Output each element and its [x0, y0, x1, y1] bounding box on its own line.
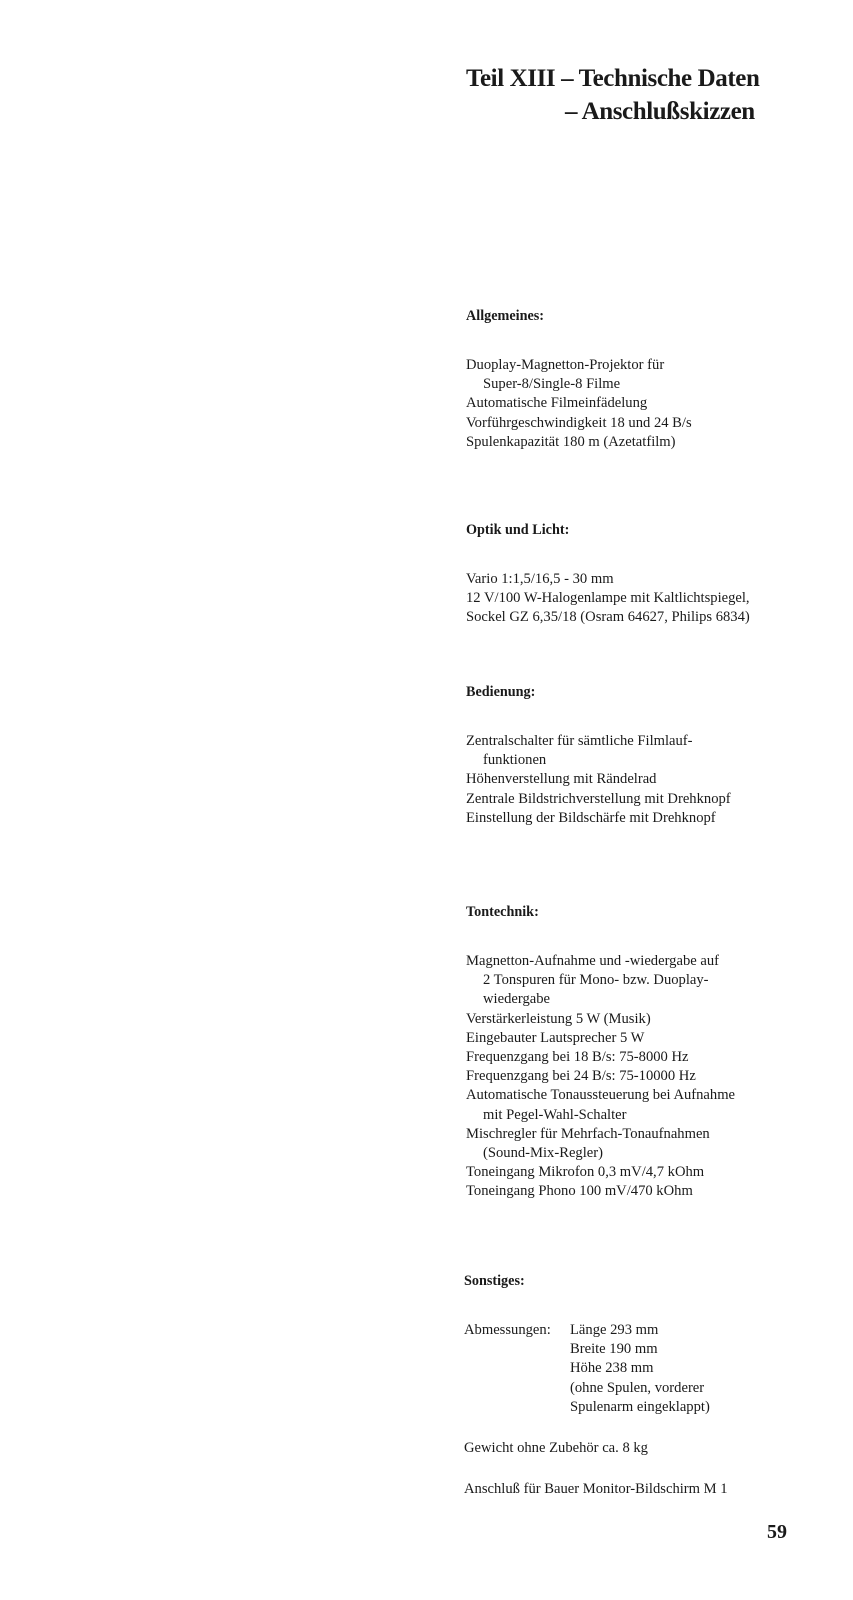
section-allgemeines	[466, 307, 836, 452]
spec-line: Vario 1:1,5/16,5 - 30 mm	[466, 571, 614, 587]
spec-line: mit Pegel-Wahl-Schalter	[483, 1106, 627, 1123]
section-sonstiges	[464, 1272, 834, 1499]
section-tontechnik	[466, 903, 836, 1202]
dimension-width: Breite 190 mm	[570, 1341, 658, 1358]
spec-line: Vorführgeschwindigkeit 18 und 24 B/s	[466, 414, 692, 431]
spec-line: Toneingang Mikrofon 0,3 mV/4,7 kOhm	[466, 1164, 705, 1181]
spec-line: Mischregler für Mehrfach-Tonaufnahmen	[466, 1125, 710, 1142]
weight-line: Gewicht ohne Zubehör ca. 8 kg	[464, 1440, 648, 1457]
spec-line: 2 Tonspuren für Mono- bzw. Duoplay-	[483, 972, 709, 989]
spec-line: Frequenzgang bei 18 B/s: 75-8000 Hz	[466, 1049, 689, 1066]
dimension-length: Länge 293 mm	[570, 1322, 659, 1338]
spec-line: Eingebauter Lautsprecher 5 W	[466, 1029, 645, 1046]
spec-line: Frequenzgang bei 24 B/s: 75-10000 Hz	[466, 1068, 696, 1085]
section-heading: Bedienung:	[466, 684, 536, 700]
section-heading: Optik und Licht:	[466, 522, 570, 538]
spec-line: Duoplay-Magnetton-Projektor für	[466, 357, 665, 373]
spec-line: Verstärkerleistung 5 W (Musik)	[466, 1010, 651, 1027]
section-bedienung	[466, 683, 836, 828]
section-optik	[466, 521, 836, 628]
spec-line: Sockel GZ 6,35/18 (Osram 64627, Philips 6834)	[466, 609, 750, 626]
dimensions-values	[570, 1321, 834, 1417]
connection-line: Anschluß für Bauer Monitor-Bildschirm M 1	[464, 1481, 728, 1498]
title-line-1: Teil XIII – Technische Daten	[466, 65, 760, 92]
section-heading: Allgemeines:	[466, 308, 545, 324]
spec-line: Zentrale Bildstrichverstellung mit Drehknopf	[466, 790, 731, 807]
dimensions-table	[464, 1321, 834, 1417]
section-heading: Tontechnik:	[466, 904, 539, 920]
dimension-note: Spulenarm eingeklappt)	[570, 1398, 710, 1415]
spec-line: Toneingang Phono 100 mV/470 kOhm	[466, 1183, 693, 1200]
spec-line: Automatische Tonaussteuerung bei Aufnahme	[466, 1087, 736, 1104]
spec-line: Höhenverstellung mit Rändelrad	[466, 771, 657, 788]
title-line-2: – Anschlußskizzen	[565, 98, 755, 125]
spec-line: Spulenkapazität 180 m (Azetatfilm)	[466, 433, 676, 450]
spec-line: Zentralschalter für sämtliche Filmlauf-	[466, 733, 693, 749]
spec-line: funktionen	[483, 752, 547, 769]
spec-line: Automatische Filmeinfädelung	[466, 395, 648, 412]
spec-line: Einstellung der Bildschärfe mit Drehknopf	[466, 809, 716, 826]
section-heading: Sonstiges:	[464, 1273, 525, 1289]
page-title	[466, 62, 826, 128]
dimensions-label: Abmessungen:	[464, 1322, 551, 1338]
dimension-height: Höhe 238 mm	[570, 1360, 654, 1377]
spec-line: wiedergabe	[483, 991, 550, 1008]
page-number: 59	[767, 1521, 787, 1543]
spec-line: (Sound-Mix-Regler)	[483, 1145, 603, 1162]
spec-line: Super-8/Single-8 Filme	[483, 376, 621, 393]
spec-line: Magnetton-Aufnahme und -wiedergabe auf	[466, 953, 720, 969]
dimension-note: (ohne Spulen, vorderer	[570, 1379, 705, 1396]
spec-line: 12 V/100 W-Halogenlampe mit Kaltlichtspiegel,	[466, 590, 750, 607]
